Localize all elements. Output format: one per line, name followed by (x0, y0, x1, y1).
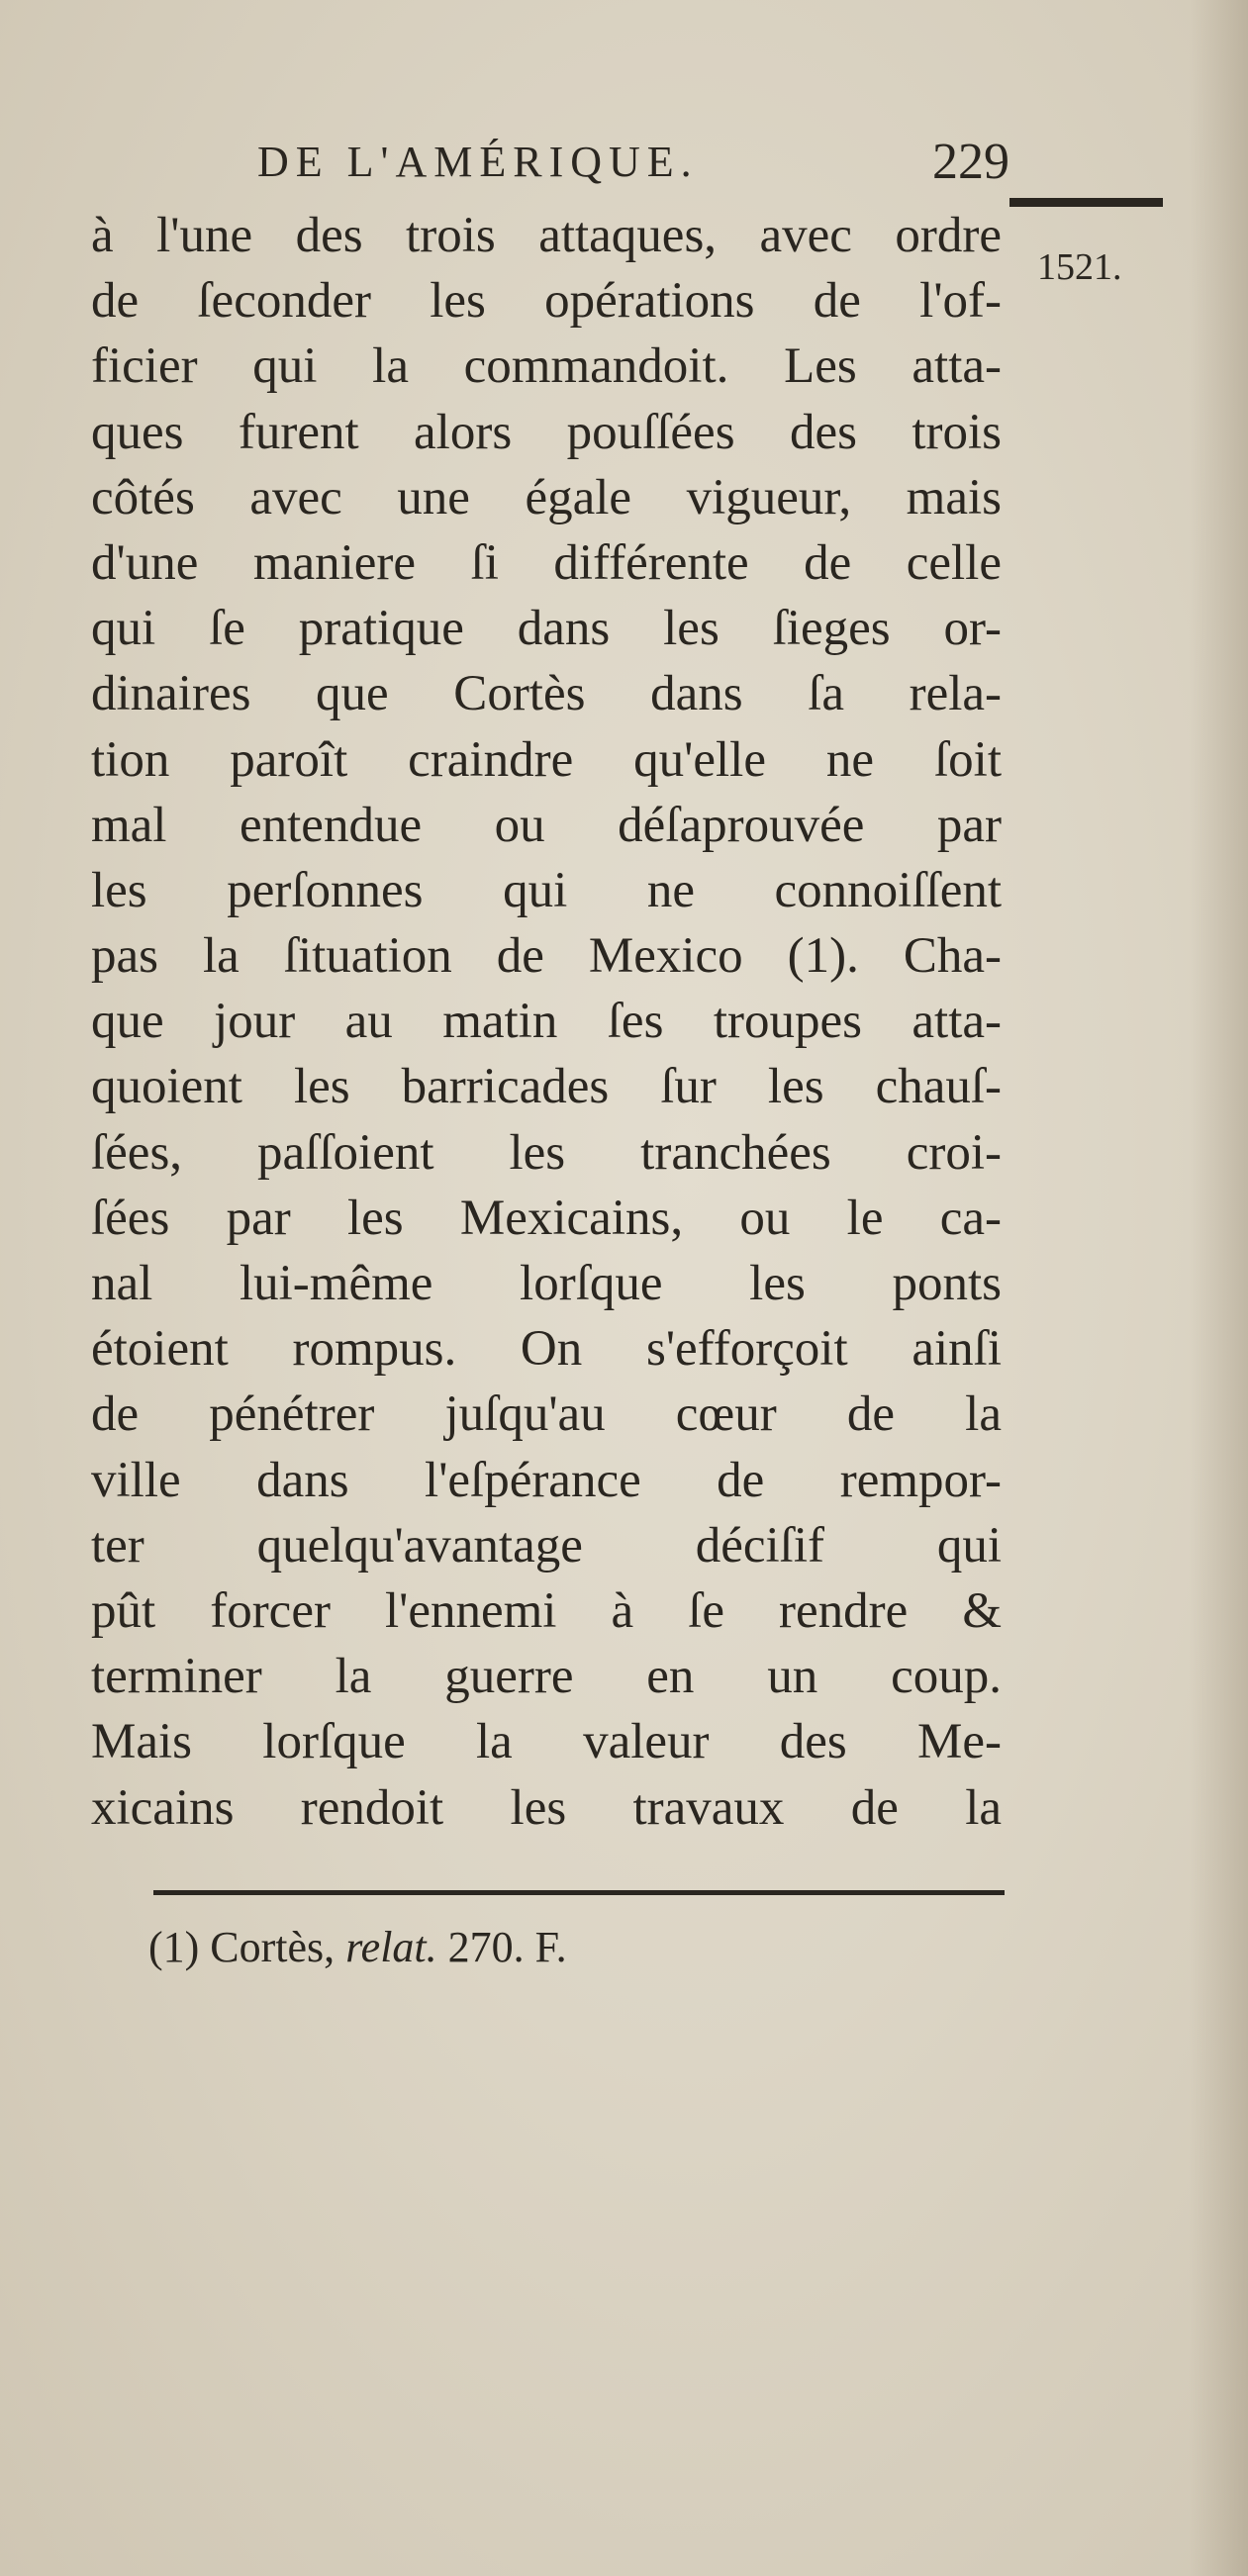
page-number: 229 (932, 134, 1009, 190)
text-line: côtés avec une égale vigueur, mais (91, 469, 1002, 525)
footnote-rule (153, 1890, 1005, 1895)
text-line: de pénétrer juſqu'au cœur de la (91, 1386, 1002, 1443)
text-line: pût forcer l'ennemi à ſe rendre & (91, 1582, 1002, 1639)
text-line: nal lui-même lorſque les ponts (91, 1256, 1002, 1311)
text-line: xicains rendoit les travaux de la (91, 1779, 1002, 1836)
margin-year-note: 1521. (1037, 246, 1122, 288)
body-text (91, 203, 1002, 1841)
text-line: de ſeconder les opérations de l'of- (91, 273, 1002, 330)
text-line: mal entendue ou déſaprouvée par (91, 797, 1002, 853)
text-line: ter quelqu'avantage déciſif qui (91, 1517, 1002, 1574)
text-line: quoient les barricades ſur les chauſ- (91, 1059, 1002, 1115)
footnote-source: relat. (345, 1923, 437, 1971)
text-line: d'une maniere ſi différente de celle (91, 534, 1002, 591)
margin-rule (1009, 198, 1163, 207)
text-line: que jour au matin ſes troupes atta- (91, 994, 1002, 1050)
text-line: ficier qui la commandoit. Les atta- (91, 338, 1002, 395)
text-line: qui ſe pratique dans les ſieges or- (91, 601, 1002, 657)
text-line: les perſonnes qui ne connoiſſent (91, 862, 1002, 918)
text-line: ques furent alors pouſſées des trois (91, 404, 1002, 460)
text-line: étoient rompus. On s'efforçoit ainſi (91, 1321, 1002, 1378)
text-line: ville dans l'eſpérance de rempor- (91, 1452, 1002, 1508)
text-line: tion paroît craindre qu'elle ne ſoit (91, 731, 1002, 788)
text-line: terminer la guerre en un coup. (91, 1649, 1002, 1705)
running-head: DE L'AMÉRIQUE. (257, 138, 699, 186)
page-edge-shadow (1189, 0, 1248, 2576)
text-line: pas la ſituation de Mexico (1). Cha- (91, 928, 1002, 985)
text-line: ſées, paſſoient les tranchées croi- (91, 1124, 1002, 1181)
footnote-marker: (1) Cortès, (148, 1923, 336, 1971)
text-line: ſées par les Mexicains, ou le ca- (91, 1190, 1002, 1246)
page-header (257, 129, 1009, 198)
footnote (148, 1922, 567, 1972)
footnote-reference: 270. F. (447, 1923, 567, 1971)
text-line: dinaires que Cortès dans ſa rela- (91, 666, 1002, 722)
text-line: Mais lorſque la valeur des Me- (91, 1714, 1002, 1770)
text-line: à l'une des trois attaques, avec ordre (91, 208, 1002, 263)
